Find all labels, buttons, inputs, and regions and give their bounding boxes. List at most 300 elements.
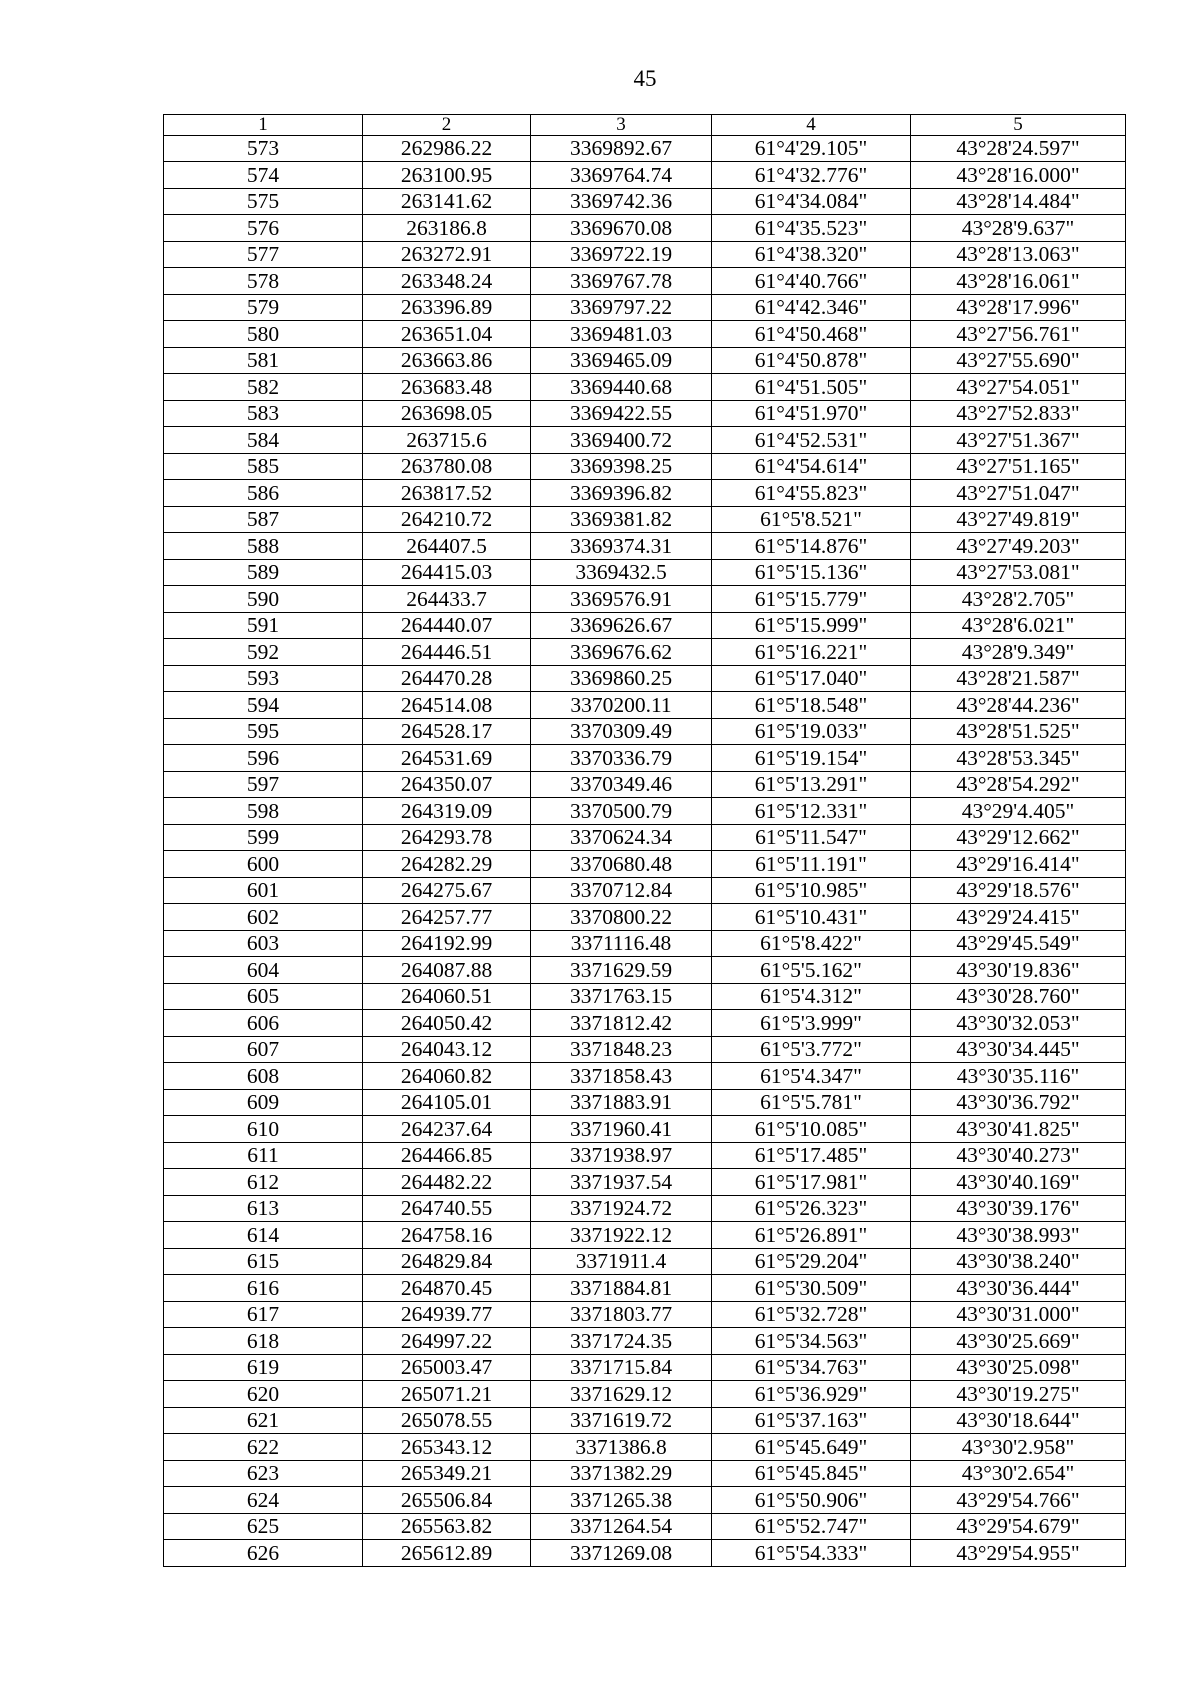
- table-row: [164, 400, 1126, 427]
- y-coordinate-cell: 3371911.4: [531, 1248, 712, 1275]
- latitude-cell: 43°29'24.415": [911, 904, 1126, 931]
- x-coordinate-cell: 264446.51: [363, 639, 531, 666]
- latitude-cell: 43°28'53.345": [911, 745, 1126, 772]
- longitude-cell: 61°4'52.531": [712, 427, 911, 454]
- x-coordinate-cell: 264758.16: [363, 1222, 531, 1249]
- latitude-cell: 43°30'19.275": [911, 1381, 1126, 1408]
- table-row: [164, 453, 1126, 480]
- longitude-cell: 61°5'17.040": [712, 665, 911, 692]
- x-coordinate-cell: 264060.51: [363, 983, 531, 1010]
- point-number-cell: 616: [164, 1275, 363, 1302]
- longitude-cell: 61°5'8.422": [712, 930, 911, 957]
- longitude-cell: 61°4'29.105": [712, 135, 911, 162]
- table-row: [164, 1222, 1126, 1249]
- table-row: [164, 665, 1126, 692]
- x-coordinate-cell: 264210.72: [363, 506, 531, 533]
- latitude-cell: 43°28'51.525": [911, 718, 1126, 745]
- point-number-cell: 594: [164, 692, 363, 719]
- table-row: [164, 1010, 1126, 1037]
- point-number-cell: 589: [164, 559, 363, 586]
- x-coordinate-cell: 265349.21: [363, 1460, 531, 1487]
- x-coordinate-cell: 264192.99: [363, 930, 531, 957]
- latitude-cell: 43°29'4.405": [911, 798, 1126, 825]
- header-cell-4: 4: [712, 115, 911, 136]
- latitude-cell: 43°29'18.576": [911, 877, 1126, 904]
- x-coordinate-cell: 264060.82: [363, 1063, 531, 1090]
- longitude-cell: 61°5'3.999": [712, 1010, 911, 1037]
- y-coordinate-cell: 3369432.5: [531, 559, 712, 586]
- longitude-cell: 61°5'19.033": [712, 718, 911, 745]
- point-number-cell: 588: [164, 533, 363, 560]
- y-coordinate-cell: 3369626.67: [531, 612, 712, 639]
- table-row: [164, 1434, 1126, 1461]
- table-row: [164, 1248, 1126, 1275]
- x-coordinate-cell: 264282.29: [363, 851, 531, 878]
- point-number-cell: 578: [164, 268, 363, 295]
- y-coordinate-cell: 3369860.25: [531, 665, 712, 692]
- x-coordinate-cell: 265078.55: [363, 1407, 531, 1434]
- x-coordinate-cell: 264275.67: [363, 877, 531, 904]
- longitude-cell: 61°4'38.320": [712, 241, 911, 268]
- table-row: [164, 1275, 1126, 1302]
- point-number-cell: 607: [164, 1036, 363, 1063]
- x-coordinate-cell: 264415.03: [363, 559, 531, 586]
- latitude-cell: 43°30'38.240": [911, 1248, 1126, 1275]
- x-coordinate-cell: 263817.52: [363, 480, 531, 507]
- x-coordinate-cell: 263780.08: [363, 453, 531, 480]
- y-coordinate-cell: 3371884.81: [531, 1275, 712, 1302]
- x-coordinate-cell: 265506.84: [363, 1487, 531, 1514]
- x-coordinate-cell: 265343.12: [363, 1434, 531, 1461]
- x-coordinate-cell: 264829.84: [363, 1248, 531, 1275]
- latitude-cell: 43°29'45.549": [911, 930, 1126, 957]
- table-row: [164, 559, 1126, 586]
- y-coordinate-cell: 3370712.84: [531, 877, 712, 904]
- table-row: [164, 1407, 1126, 1434]
- latitude-cell: 43°30'19.836": [911, 957, 1126, 984]
- longitude-cell: 61°5'5.781": [712, 1089, 911, 1116]
- y-coordinate-cell: 3369396.82: [531, 480, 712, 507]
- table-row: [164, 1513, 1126, 1540]
- point-number-cell: 613: [164, 1195, 363, 1222]
- y-coordinate-cell: 3371960.41: [531, 1116, 712, 1143]
- longitude-cell: 61°5'34.563": [712, 1328, 911, 1355]
- point-number-cell: 600: [164, 851, 363, 878]
- longitude-cell: 61°5'19.154": [712, 745, 911, 772]
- longitude-cell: 61°4'32.776": [712, 162, 911, 189]
- y-coordinate-cell: 3371938.97: [531, 1142, 712, 1169]
- point-number-cell: 598: [164, 798, 363, 825]
- point-number-cell: 618: [164, 1328, 363, 1355]
- y-coordinate-cell: 3369465.09: [531, 347, 712, 374]
- latitude-cell: 43°28'6.021": [911, 612, 1126, 639]
- longitude-cell: 61°4'35.523": [712, 215, 911, 242]
- latitude-cell: 43°28'14.484": [911, 188, 1126, 215]
- y-coordinate-cell: 3369670.08: [531, 215, 712, 242]
- y-coordinate-cell: 3371382.29: [531, 1460, 712, 1487]
- x-coordinate-cell: 263683.48: [363, 374, 531, 401]
- latitude-cell: 43°27'51.047": [911, 480, 1126, 507]
- point-number-cell: 619: [164, 1354, 363, 1381]
- table-row: [164, 1195, 1126, 1222]
- y-coordinate-cell: 3371629.59: [531, 957, 712, 984]
- table-row: [164, 639, 1126, 666]
- page-number: 45: [633, 66, 657, 91]
- longitude-cell: 61°5'18.548": [712, 692, 911, 719]
- x-coordinate-cell: 263186.8: [363, 215, 531, 242]
- longitude-cell: 61°5'32.728": [712, 1301, 911, 1328]
- table-row: [164, 241, 1126, 268]
- latitude-cell: 43°29'54.679": [911, 1513, 1126, 1540]
- x-coordinate-cell: 264997.22: [363, 1328, 531, 1355]
- table-row: [164, 1142, 1126, 1169]
- longitude-cell: 61°5'17.981": [712, 1169, 911, 1196]
- latitude-cell: 43°30'39.176": [911, 1195, 1126, 1222]
- longitude-cell: 61°4'40.766": [712, 268, 911, 295]
- point-number-cell: 580: [164, 321, 363, 348]
- x-coordinate-cell: 264293.78: [363, 824, 531, 851]
- y-coordinate-cell: 3370200.11: [531, 692, 712, 719]
- longitude-cell: 61°5'52.747": [712, 1513, 911, 1540]
- y-coordinate-cell: 3371264.54: [531, 1513, 712, 1540]
- point-number-cell: 574: [164, 162, 363, 189]
- latitude-cell: 43°27'53.081": [911, 559, 1126, 586]
- latitude-cell: 43°30'2.958": [911, 1434, 1126, 1461]
- table-row: [164, 135, 1126, 162]
- point-number-cell: 592: [164, 639, 363, 666]
- point-number-cell: 601: [164, 877, 363, 904]
- table-row: [164, 1116, 1126, 1143]
- longitude-cell: 61°5'29.204": [712, 1248, 911, 1275]
- latitude-cell: 43°29'54.766": [911, 1487, 1126, 1514]
- longitude-cell: 61°4'51.970": [712, 400, 911, 427]
- longitude-cell: 61°5'14.876": [712, 533, 911, 560]
- table-row: [164, 188, 1126, 215]
- point-number-cell: 586: [164, 480, 363, 507]
- table-row: [164, 745, 1126, 772]
- latitude-cell: 43°29'16.414": [911, 851, 1126, 878]
- y-coordinate-cell: 3371858.43: [531, 1063, 712, 1090]
- x-coordinate-cell: 264466.85: [363, 1142, 531, 1169]
- latitude-cell: 43°28'16.061": [911, 268, 1126, 295]
- x-coordinate-cell: 264407.5: [363, 533, 531, 560]
- longitude-cell: 61°5'4.312": [712, 983, 911, 1010]
- x-coordinate-cell: 263715.6: [363, 427, 531, 454]
- longitude-cell: 61°4'50.468": [712, 321, 911, 348]
- latitude-cell: 43°28'44.236": [911, 692, 1126, 719]
- point-number-cell: 622: [164, 1434, 363, 1461]
- latitude-cell: 43°30'31.000": [911, 1301, 1126, 1328]
- y-coordinate-cell: 3370309.49: [531, 718, 712, 745]
- longitude-cell: 61°5'15.779": [712, 586, 911, 613]
- y-coordinate-cell: 3371763.15: [531, 983, 712, 1010]
- x-coordinate-cell: 265071.21: [363, 1381, 531, 1408]
- point-number-cell: 617: [164, 1301, 363, 1328]
- longitude-cell: 61°4'34.084": [712, 188, 911, 215]
- point-number-cell: 575: [164, 188, 363, 215]
- y-coordinate-cell: 3370680.48: [531, 851, 712, 878]
- x-coordinate-cell: 264528.17: [363, 718, 531, 745]
- longitude-cell: 61°5'45.649": [712, 1434, 911, 1461]
- longitude-cell: 61°4'51.505": [712, 374, 911, 401]
- longitude-cell: 61°4'55.823": [712, 480, 911, 507]
- latitude-cell: 43°28'9.637": [911, 215, 1126, 242]
- point-number-cell: 612: [164, 1169, 363, 1196]
- table-row: [164, 1169, 1126, 1196]
- point-number-cell: 591: [164, 612, 363, 639]
- table-row: [164, 718, 1126, 745]
- x-coordinate-cell: 264050.42: [363, 1010, 531, 1037]
- longitude-cell: 61°5'36.929": [712, 1381, 911, 1408]
- table-row: [164, 851, 1126, 878]
- latitude-cell: 43°30'28.760": [911, 983, 1126, 1010]
- x-coordinate-cell: 264514.08: [363, 692, 531, 719]
- y-coordinate-cell: 3371924.72: [531, 1195, 712, 1222]
- latitude-cell: 43°30'40.169": [911, 1169, 1126, 1196]
- y-coordinate-cell: 3371265.38: [531, 1487, 712, 1514]
- longitude-cell: 61°5'13.291": [712, 771, 911, 798]
- table-row: [164, 1036, 1126, 1063]
- latitude-cell: 43°30'38.993": [911, 1222, 1126, 1249]
- table-row: [164, 1301, 1126, 1328]
- y-coordinate-cell: 3370349.46: [531, 771, 712, 798]
- latitude-cell: 43°28'9.349": [911, 639, 1126, 666]
- y-coordinate-cell: 3369892.67: [531, 135, 712, 162]
- point-number-cell: 579: [164, 294, 363, 321]
- longitude-cell: 61°5'4.347": [712, 1063, 911, 1090]
- y-coordinate-cell: 3369400.72: [531, 427, 712, 454]
- longitude-cell: 61°5'15.136": [712, 559, 911, 586]
- table-row: [164, 215, 1126, 242]
- latitude-cell: 43°27'49.203": [911, 533, 1126, 560]
- point-number-cell: 585: [164, 453, 363, 480]
- x-coordinate-cell: 264433.7: [363, 586, 531, 613]
- coordinates-table: [163, 114, 1126, 1567]
- point-number-cell: 603: [164, 930, 363, 957]
- table-row: [164, 268, 1126, 295]
- longitude-cell: 61°4'54.614": [712, 453, 911, 480]
- x-coordinate-cell: 264043.12: [363, 1036, 531, 1063]
- y-coordinate-cell: 3371922.12: [531, 1222, 712, 1249]
- point-number-cell: 584: [164, 427, 363, 454]
- point-number-cell: 605: [164, 983, 363, 1010]
- latitude-cell: 43°27'49.819": [911, 506, 1126, 533]
- table-row: [164, 162, 1126, 189]
- longitude-cell: 61°5'26.323": [712, 1195, 911, 1222]
- y-coordinate-cell: 3369481.03: [531, 321, 712, 348]
- longitude-cell: 61°5'50.906": [712, 1487, 911, 1514]
- y-coordinate-cell: 3369440.68: [531, 374, 712, 401]
- table-row: [164, 294, 1126, 321]
- latitude-cell: 43°30'36.444": [911, 1275, 1126, 1302]
- y-coordinate-cell: 3369374.31: [531, 533, 712, 560]
- table-row: [164, 957, 1126, 984]
- latitude-cell: 43°28'17.996": [911, 294, 1126, 321]
- point-number-cell: 609: [164, 1089, 363, 1116]
- point-number-cell: 620: [164, 1381, 363, 1408]
- latitude-cell: 43°28'2.705": [911, 586, 1126, 613]
- table-row: [164, 533, 1126, 560]
- table-row: [164, 321, 1126, 348]
- x-coordinate-cell: 264319.09: [363, 798, 531, 825]
- x-coordinate-cell: 264087.88: [363, 957, 531, 984]
- latitude-cell: 43°30'41.825": [911, 1116, 1126, 1143]
- point-number-cell: 599: [164, 824, 363, 851]
- longitude-cell: 61°5'10.431": [712, 904, 911, 931]
- longitude-cell: 61°5'11.191": [712, 851, 911, 878]
- longitude-cell: 61°5'8.521": [712, 506, 911, 533]
- latitude-cell: 43°30'2.654": [911, 1460, 1126, 1487]
- table-row: [164, 1381, 1126, 1408]
- point-number-cell: 624: [164, 1487, 363, 1514]
- table-header: [164, 115, 1126, 136]
- y-coordinate-cell: 3369742.36: [531, 188, 712, 215]
- table-row: [164, 983, 1126, 1010]
- latitude-cell: 43°28'54.292": [911, 771, 1126, 798]
- longitude-cell: 61°4'42.346": [712, 294, 911, 321]
- y-coordinate-cell: 3369422.55: [531, 400, 712, 427]
- x-coordinate-cell: 263141.62: [363, 188, 531, 215]
- longitude-cell: 61°5'17.485": [712, 1142, 911, 1169]
- x-coordinate-cell: 263272.91: [363, 241, 531, 268]
- table-row: [164, 692, 1126, 719]
- latitude-cell: 43°28'21.587": [911, 665, 1126, 692]
- latitude-cell: 43°28'13.063": [911, 241, 1126, 268]
- y-coordinate-cell: 3371386.8: [531, 1434, 712, 1461]
- longitude-cell: 61°5'5.162": [712, 957, 911, 984]
- longitude-cell: 61°5'37.163": [712, 1407, 911, 1434]
- table-row: [164, 1540, 1126, 1567]
- x-coordinate-cell: 264531.69: [363, 745, 531, 772]
- latitude-cell: 43°30'25.669": [911, 1328, 1126, 1355]
- table-row: [164, 798, 1126, 825]
- point-number-cell: 606: [164, 1010, 363, 1037]
- table-row: [164, 1089, 1126, 1116]
- y-coordinate-cell: 3369797.22: [531, 294, 712, 321]
- latitude-cell: 43°30'18.644": [911, 1407, 1126, 1434]
- longitude-cell: 61°5'12.331": [712, 798, 911, 825]
- table-row: [164, 771, 1126, 798]
- y-coordinate-cell: 3369576.91: [531, 586, 712, 613]
- table-row: [164, 506, 1126, 533]
- longitude-cell: 61°5'34.763": [712, 1354, 911, 1381]
- latitude-cell: 43°27'54.051": [911, 374, 1126, 401]
- y-coordinate-cell: 3370624.34: [531, 824, 712, 851]
- latitude-cell: 43°30'35.116": [911, 1063, 1126, 1090]
- latitude-cell: 43°28'24.597": [911, 135, 1126, 162]
- y-coordinate-cell: 3371724.35: [531, 1328, 712, 1355]
- table-row: [164, 374, 1126, 401]
- latitude-cell: 43°30'36.792": [911, 1089, 1126, 1116]
- longitude-cell: 61°5'10.985": [712, 877, 911, 904]
- table-row: [164, 1063, 1126, 1090]
- y-coordinate-cell: 3371629.12: [531, 1381, 712, 1408]
- y-coordinate-cell: 3369381.82: [531, 506, 712, 533]
- table-row: [164, 427, 1126, 454]
- table-row: [164, 347, 1126, 374]
- longitude-cell: 61°5'16.221": [712, 639, 911, 666]
- x-coordinate-cell: 265003.47: [363, 1354, 531, 1381]
- table-row: [164, 904, 1126, 931]
- longitude-cell: 61°5'15.999": [712, 612, 911, 639]
- y-coordinate-cell: 3369767.78: [531, 268, 712, 295]
- y-coordinate-cell: 3370500.79: [531, 798, 712, 825]
- point-number-cell: 573: [164, 135, 363, 162]
- longitude-cell: 61°5'30.509": [712, 1275, 911, 1302]
- table-row: [164, 586, 1126, 613]
- x-coordinate-cell: 262986.22: [363, 135, 531, 162]
- point-number-cell: 614: [164, 1222, 363, 1249]
- table-row: [164, 1328, 1126, 1355]
- latitude-cell: 43°30'25.098": [911, 1354, 1126, 1381]
- point-number-cell: 577: [164, 241, 363, 268]
- point-number-cell: 590: [164, 586, 363, 613]
- x-coordinate-cell: 263100.95: [363, 162, 531, 189]
- table-row: [164, 1460, 1126, 1487]
- point-number-cell: 623: [164, 1460, 363, 1487]
- latitude-cell: 43°29'12.662": [911, 824, 1126, 851]
- table-body: [164, 135, 1126, 1566]
- y-coordinate-cell: 3371803.77: [531, 1301, 712, 1328]
- x-coordinate-cell: 264482.22: [363, 1169, 531, 1196]
- table-row: [164, 930, 1126, 957]
- y-coordinate-cell: 3371937.54: [531, 1169, 712, 1196]
- table-row: [164, 1354, 1126, 1381]
- longitude-cell: 61°5'10.085": [712, 1116, 911, 1143]
- point-number-cell: 581: [164, 347, 363, 374]
- point-number-cell: 587: [164, 506, 363, 533]
- point-number-cell: 593: [164, 665, 363, 692]
- table-row: [164, 877, 1126, 904]
- x-coordinate-cell: 264257.77: [363, 904, 531, 931]
- longitude-cell: 61°5'26.891": [712, 1222, 911, 1249]
- y-coordinate-cell: 3369722.19: [531, 241, 712, 268]
- x-coordinate-cell: 265563.82: [363, 1513, 531, 1540]
- latitude-cell: 43°27'52.833": [911, 400, 1126, 427]
- point-number-cell: 604: [164, 957, 363, 984]
- y-coordinate-cell: 3371812.42: [531, 1010, 712, 1037]
- latitude-cell: 43°27'56.761": [911, 321, 1126, 348]
- x-coordinate-cell: 264350.07: [363, 771, 531, 798]
- point-number-cell: 621: [164, 1407, 363, 1434]
- y-coordinate-cell: 3371619.72: [531, 1407, 712, 1434]
- x-coordinate-cell: 264470.28: [363, 665, 531, 692]
- x-coordinate-cell: 263348.24: [363, 268, 531, 295]
- longitude-cell: 61°5'3.772": [712, 1036, 911, 1063]
- y-coordinate-cell: 3369764.74: [531, 162, 712, 189]
- latitude-cell: 43°27'55.690": [911, 347, 1126, 374]
- point-number-cell: 625: [164, 1513, 363, 1540]
- header-cell-2: 2: [363, 115, 531, 136]
- table-row: [164, 1487, 1126, 1514]
- x-coordinate-cell: 263663.86: [363, 347, 531, 374]
- table-row: [164, 612, 1126, 639]
- header-cell-5: 5: [911, 115, 1126, 136]
- latitude-cell: 43°28'16.000": [911, 162, 1126, 189]
- x-coordinate-cell: 263698.05: [363, 400, 531, 427]
- point-number-cell: 582: [164, 374, 363, 401]
- x-coordinate-cell: 264237.64: [363, 1116, 531, 1143]
- point-number-cell: 615: [164, 1248, 363, 1275]
- y-coordinate-cell: 3370800.22: [531, 904, 712, 931]
- x-coordinate-cell: 264440.07: [363, 612, 531, 639]
- longitude-cell: 61°5'45.845": [712, 1460, 911, 1487]
- y-coordinate-cell: 3371715.84: [531, 1354, 712, 1381]
- y-coordinate-cell: 3371848.23: [531, 1036, 712, 1063]
- header-cell-1: 1: [164, 115, 363, 136]
- point-number-cell: 596: [164, 745, 363, 772]
- latitude-cell: 43°30'32.053": [911, 1010, 1126, 1037]
